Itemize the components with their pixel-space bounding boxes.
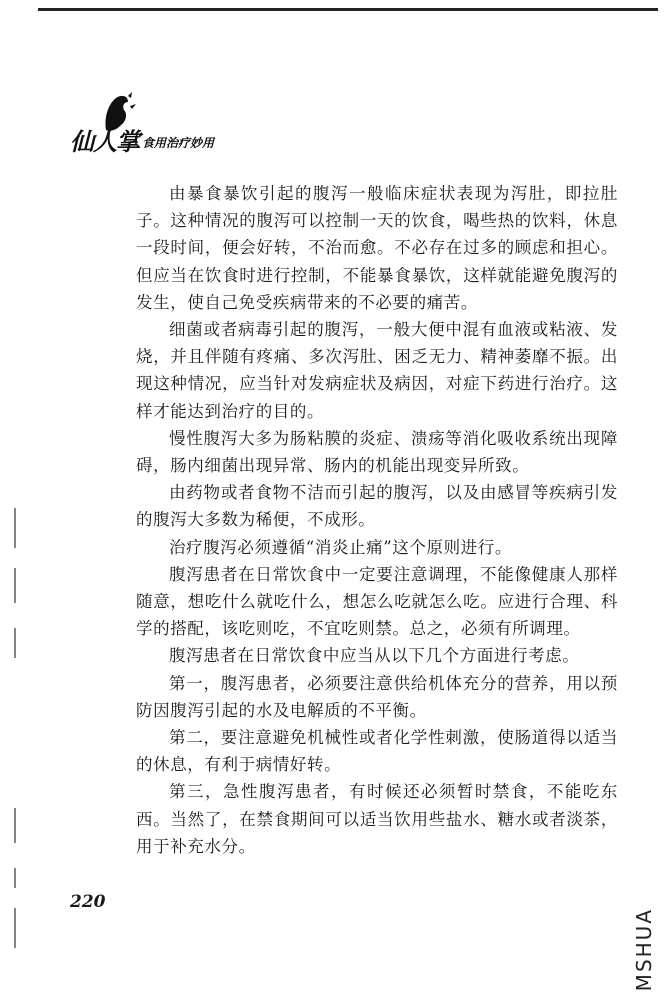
paragraph: 第三，急性腹泻患者，有时候还必须暂时禁食，不能吃东西。当然了，在禁食期间可以适当饮用些盐水、糖水或者淡茶，用于补充水分。 bbox=[136, 782, 618, 856]
paragraph: 治疗腹泻必须遵循“消炎止痛”这个原则进行。 bbox=[169, 537, 512, 557]
logo-title: 仙人掌 bbox=[70, 127, 139, 156]
paragraph: 第一，腹泻患者，必须要注意供给机体充分的营养，用以预防因腹泻引起的水及电解质的不平衡。 bbox=[136, 673, 618, 720]
page-number: 220 bbox=[70, 892, 106, 912]
paragraph: 慢性腹泻大多为肠粘膜的炎症、溃疡等消化吸收系统出现障碍，肠内细菌出现异常、肠内的机能出现变异所致。 bbox=[136, 428, 618, 476]
logo-subtitle: 食用治疗妙用 bbox=[142, 136, 215, 150]
article-body bbox=[136, 180, 618, 860]
paragraph: 细菌或者病毒引起的腹泻，一般大便中混有血液或粘液、发烧，并且伴随有疼痛、多次泻肚、困乏无力、精神萎靡不振。出现这种情况，应当针对发病症状及病因，对症下药进行治疗。这样才能达到治疗的目的。 bbox=[136, 320, 618, 421]
top-rule bbox=[38, 8, 658, 11]
book-logo bbox=[70, 92, 260, 162]
paragraph: 腹泻患者在日常饮食中一定要注意调理，不能像健康人那样随意，想吃什么就吃什么，想怎么吃就怎么吃。应进行合理、科学的搭配，该吃则吃，不宜吃则禁。总之，必须有所调理。 bbox=[136, 564, 618, 639]
watermark: MSHUA bbox=[632, 907, 656, 991]
paragraph: 由药物或者食物不洁而引起的腹泻，以及由感冒等疾病引发的腹泻大多数为稀便，不成形。 bbox=[136, 483, 618, 530]
paragraph: 由暴食暴饮引起的腹泻一般临床症状表现为泻肚，即拉肚子。这种情况的腹泻可以控制一天的饮食，喝些热的饮料，休息一段时间，便会好转，不治而愈。不必存在过多的顾虑和担心。但应当在饮食时进行控制，不能暴食暴饮，这样就能避免腹泻的发生，使自己免受疾病带来的不必要的痛苦。 bbox=[136, 184, 618, 312]
paragraph: 腹泻患者在日常饮食中应当从以下几个方面进行考虑。 bbox=[169, 646, 580, 666]
scan-margin-marks bbox=[12, 508, 18, 978]
paragraph: 第二，要注意避免机械性或者化学性刺激，使肠道得以适当的休息，有利于病情好转。 bbox=[136, 728, 618, 775]
